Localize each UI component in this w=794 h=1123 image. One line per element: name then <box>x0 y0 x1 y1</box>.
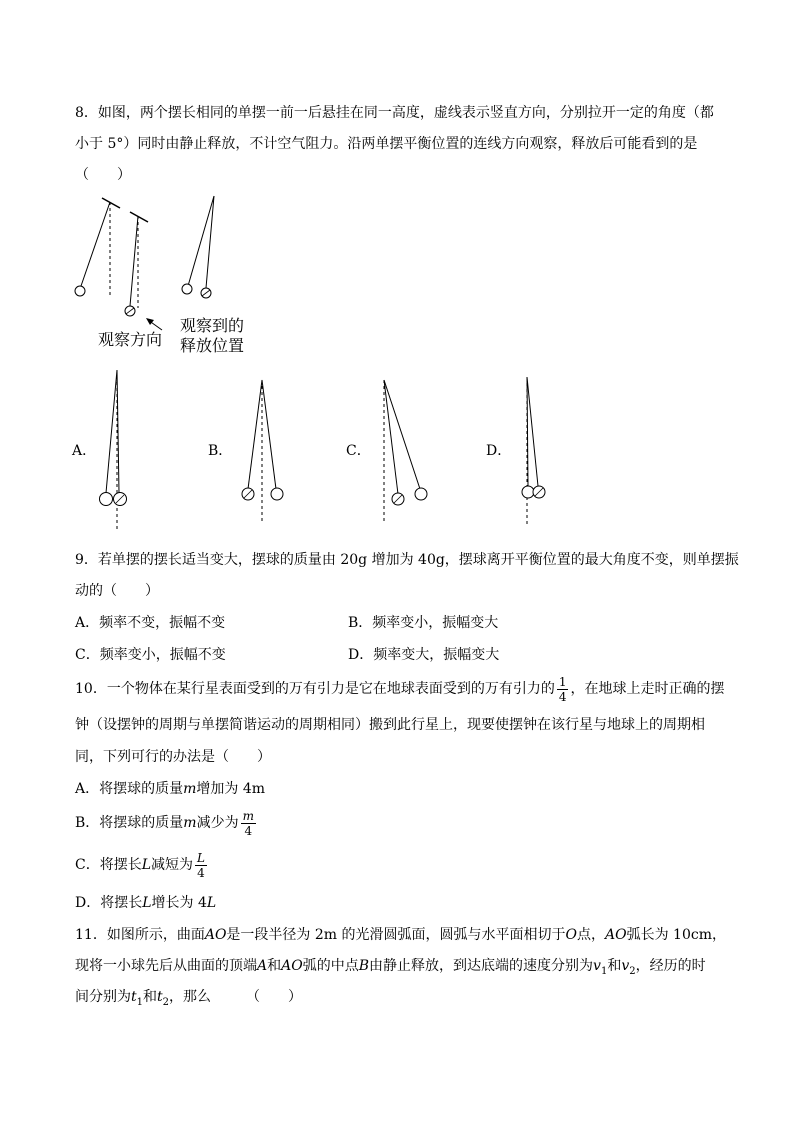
q8-option-a-figure <box>92 365 142 535</box>
pendulum2-string <box>130 216 138 306</box>
q10-option-d: D．将摆长L增长为 4L <box>75 895 217 911</box>
q10-fraction-quarter: $\frac{1}{4}$ <box>558 674 567 704</box>
q8-option-c-figure <box>370 375 440 525</box>
q8-option-b-figure <box>232 375 292 525</box>
q8-line1: 8．如图，两个摆长相同的单摆一前一后悬挂在同一高度，虚线表示竖直方向，分别拉开一定的角度（都 <box>75 105 714 121</box>
q9-option-c: C．频率变小，振幅不变 <box>75 647 226 663</box>
observed-position-label1: 观察到的 <box>180 316 245 335</box>
q10-fraction-l4: $\frac{L}{4}$ <box>197 850 205 880</box>
q9-line1: 9．若单摆的摆长适当变大，摆球的质量由 20g 增加为 40g，摆球离开平衡位置的最大角度不变，则单摆振 <box>75 552 739 568</box>
q11-line1: 11．如图所示，曲面AO是一段半径为 2m 的光滑圆弧面，圆弧与水平面相切于O点，AO弧长为 10cm， <box>75 927 726 943</box>
q10-option-b: B．将摆球的质量m减少为 $\frac{m}{4}$ <box>75 808 254 838</box>
q10-fraction-m4: $\frac{m}{4}$ <box>242 808 254 838</box>
observe-direction-label: 观察方向 <box>98 330 163 349</box>
observed-bob1 <box>182 284 192 294</box>
q8-option-d-label: D． <box>486 443 512 459</box>
q10-line1-post: ，在地球上走时正确的摆 <box>570 681 725 697</box>
pendulum1-ceiling <box>102 198 120 208</box>
q10-line1 <box>75 674 724 704</box>
q11-line3: 间分别为$t_1$和$t_2$，那么 （ ） <box>75 989 303 1008</box>
pendulum2-ceiling <box>130 212 148 222</box>
q8-option-c-label: C． <box>346 443 371 459</box>
q10-option-c: C．将摆长L减短为 $\frac{L}{4}$ <box>75 850 205 880</box>
q9-option-a: A．频率不变，振幅不变 <box>75 615 226 631</box>
q9-line2: 动的（ ） <box>75 583 159 599</box>
pendulum1-bob <box>75 286 85 296</box>
q10-option-a: A．将摆球的质量m增加为 4m <box>75 781 266 797</box>
q8-line3: （ ） <box>75 167 131 183</box>
q10-line3: 同，下列可行的办法是（ ） <box>75 749 271 765</box>
q9-option-b: B．频率变小，振幅变大 <box>348 615 499 631</box>
observed-position-label2: 释放位置 <box>180 336 245 355</box>
q8-option-d-figure <box>510 372 560 527</box>
q8-option-b-label: B． <box>208 443 233 459</box>
q10-line1-pre: 10．一个物体在某行星表面受到的万有引力是它在地球表面受到的万有引力的 <box>75 681 555 697</box>
pendulum1-string <box>81 202 110 286</box>
q9-option-d: D．频率变大，振幅变大 <box>348 647 500 663</box>
q8-line2: 小于 5°）同时由静止释放，不计空气阻力。沿两单摆平衡位置的连线方向观察，释放后可能看到的是 <box>75 136 698 152</box>
q8-option-a-label: A． <box>72 443 97 459</box>
q10-line2: 钟（设摆钟的周期与单摆简谐运动的周期相同）搬到此行星上，现要使摆钟在该行星与地球上的周期相 <box>75 717 705 733</box>
q11-line2: 现将一小球先后从曲面的顶端A和AO弧的中点B由静止释放，到达底端的速度分别为$v_1$和$v_2$，经历的时 <box>75 958 706 977</box>
